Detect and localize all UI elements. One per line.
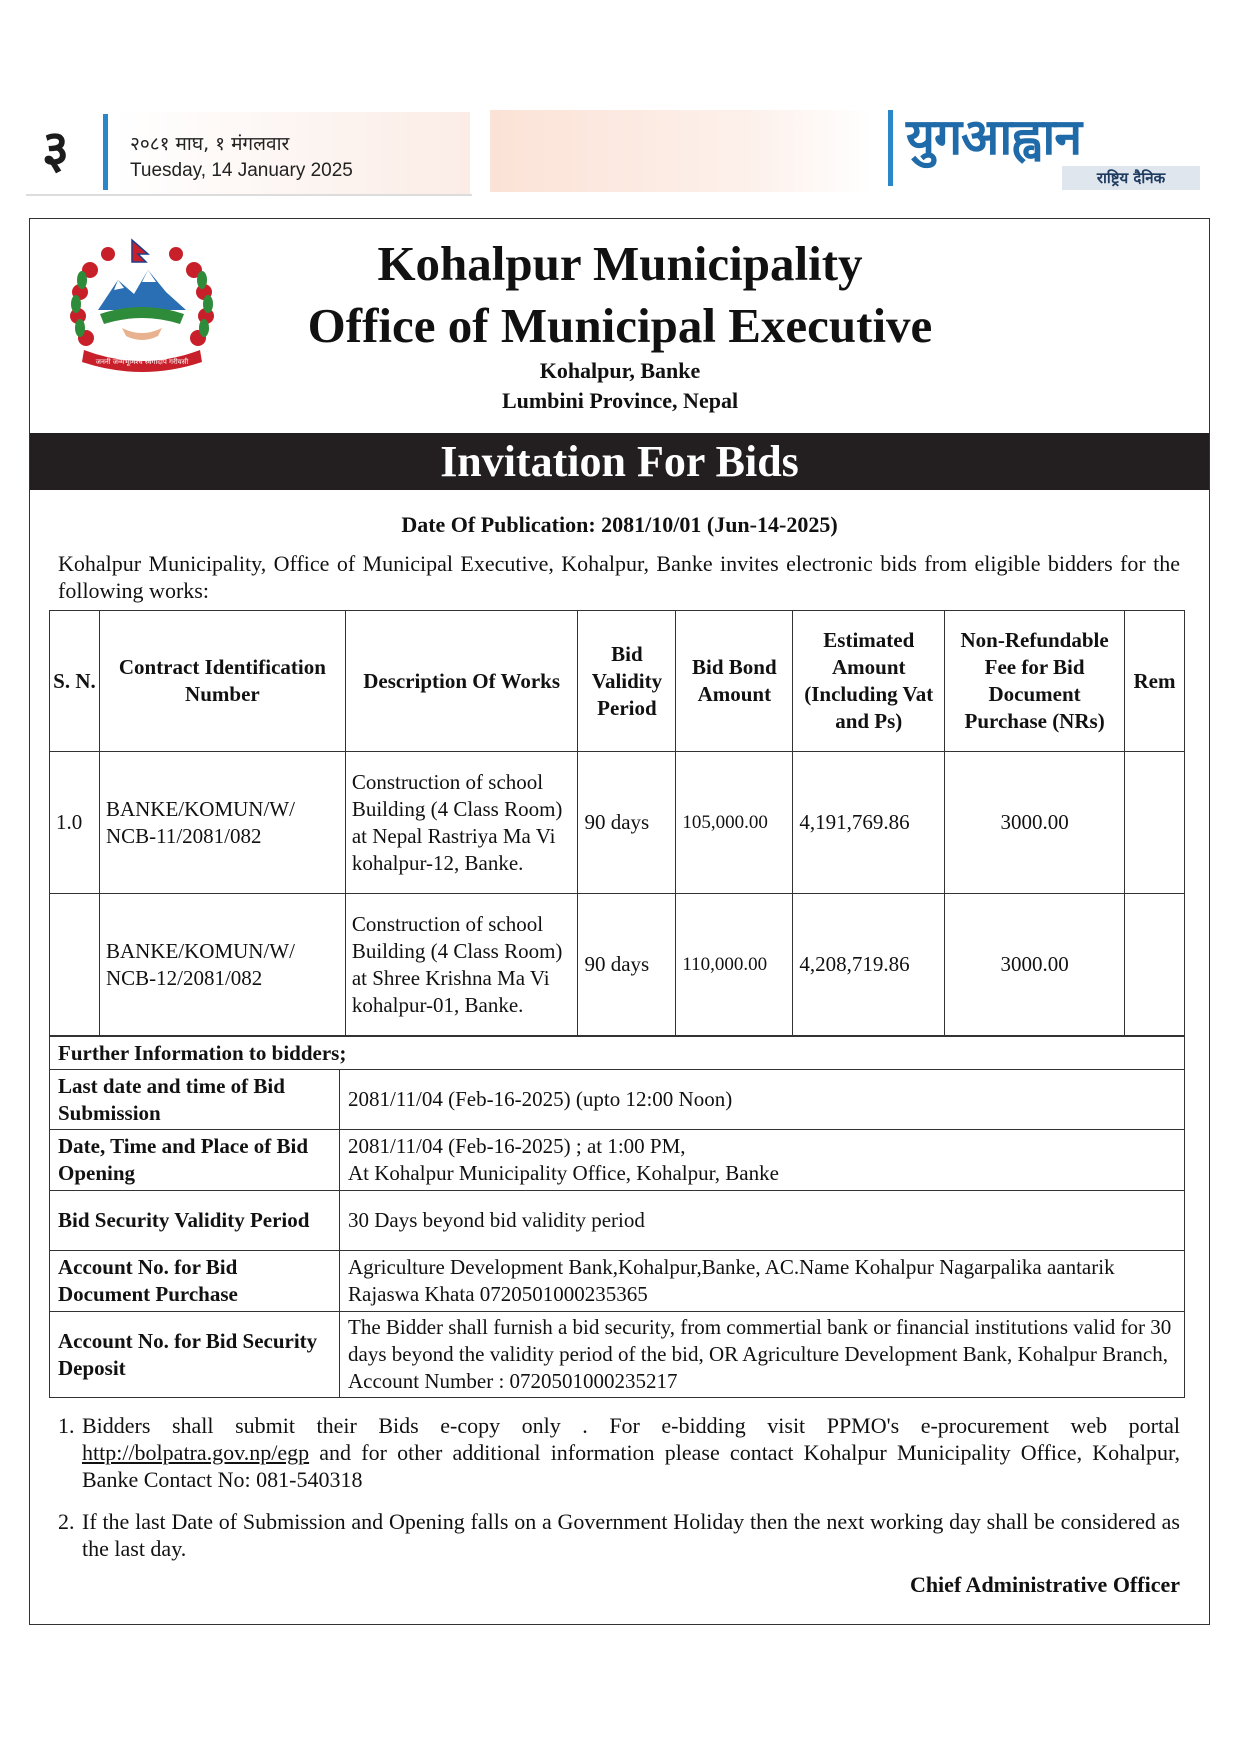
info-row xyxy=(50,1130,1185,1191)
notes-list xyxy=(58,1412,1180,1577)
cell-contract-id: BANKE/KOMUN/W/ NCB-12/2081/082 xyxy=(99,894,345,1036)
col-header-description: Description Of Works xyxy=(345,611,578,752)
info-label: Last date and time of Bid Submission xyxy=(50,1070,340,1130)
org-office: Office of Municipal Executive xyxy=(307,298,933,353)
nepal-emblem-icon xyxy=(62,236,222,374)
masthead-band xyxy=(490,110,872,192)
col-header-fee: Non-Refundable Fee for Bid Document Purchase (NRs) xyxy=(945,611,1125,752)
col-header-estimated: Estimated Amount (Including Vat and Ps) xyxy=(793,611,945,752)
further-info-heading: Further Information to bidders; xyxy=(50,1037,1185,1070)
table-header-row xyxy=(50,611,1185,752)
note-text-part: and for other additional information please contact Kohalpur Municipality Office, Kohalpur, Banke Contact No: 081-540318 xyxy=(82,1440,1180,1492)
cell-sn: 1.0 xyxy=(50,752,100,894)
emblem-motto: जननी जन्मभूमिश्च स्वर्गादपि गरीयसी xyxy=(95,358,189,366)
cell-fee: 3000.00 xyxy=(945,894,1125,1036)
info-label: Account No. for Bid Document Purchase xyxy=(50,1251,340,1312)
logo-divider xyxy=(888,110,893,186)
col-header-validity: Bid Validity Period xyxy=(578,611,676,752)
egp-portal-link[interactable]: http://bolpatra.gov.np/egp xyxy=(82,1440,310,1465)
note-item xyxy=(58,1412,1180,1493)
table-row xyxy=(50,752,1185,894)
intro-paragraph: Kohalpur Municipality, Office of Municipal Executive, Kohalpur, Banke invites electronic bids from eligible bidders for the following works: xyxy=(58,551,1180,603)
newspaper-tagline: राष्ट्रिय दैनिक xyxy=(1062,166,1200,190)
note-text: If the last Date of Submission and Opening falls on a Government Holiday then the next working day shall be considered as the last day. xyxy=(82,1509,1180,1561)
info-label: Date, Time and Place of Bid Opening xyxy=(50,1130,340,1191)
masthead-rule xyxy=(26,194,472,196)
cell-description: Construction of school Building (4 Class Room) at Nepal Rastriya Ma Vi kohalpur-12, Banke. xyxy=(345,752,578,894)
org-title: Kohalpur Municipality xyxy=(377,236,863,291)
cell-estimated: 4,208,719.86 xyxy=(793,894,945,1036)
cell-remarks xyxy=(1124,752,1184,894)
org-location: Kohalpur, Banke xyxy=(539,358,701,383)
signatory: Chief Administrative Officer xyxy=(909,1572,1180,1597)
further-info-table xyxy=(49,1036,1185,1398)
cell-fee: 3000.00 xyxy=(945,752,1125,894)
info-row xyxy=(50,1312,1185,1398)
cell-bid-bond: 110,000.00 xyxy=(676,894,793,1036)
note-number: 2. xyxy=(58,1509,75,1534)
notice-title: Invitation For Bids xyxy=(440,437,799,486)
cell-validity: 90 days xyxy=(578,894,676,1036)
col-header-bid-bond: Bid Bond Amount xyxy=(676,611,793,752)
opening-place: At Kohalpur Municipality Office, Kohalpur, Banke xyxy=(348,1161,779,1185)
info-row xyxy=(50,1191,1185,1251)
info-value: 30 Days beyond bid validity period xyxy=(340,1191,1185,1251)
cell-sn xyxy=(50,894,100,1036)
table-row xyxy=(50,894,1185,1036)
info-heading-row xyxy=(50,1037,1185,1070)
info-row xyxy=(50,1070,1185,1130)
note-text xyxy=(82,1412,1180,1493)
cell-contract-id: BANKE/KOMUN/W/ NCB-11/2081/082 xyxy=(99,752,345,894)
info-value: The Bidder shall furnish a bid security, from commertial bank or financial institutions valid for 30 days beyond the validity period of the bid, OR Agriculture Development Bank, Kohalpur Branch, Account Number : 0720501000235217 xyxy=(340,1312,1185,1398)
cell-validity: 90 days xyxy=(578,752,676,894)
col-header-remarks: Rem xyxy=(1124,611,1184,752)
opening-datetime: 2081/11/04 (Feb-16-2025) ; at 1:00 PM, xyxy=(348,1134,686,1158)
page-number: ३ xyxy=(42,120,70,180)
date-english: Tuesday, 14 January 2025 xyxy=(130,160,353,181)
note-number: 1. xyxy=(58,1413,75,1438)
cell-remarks xyxy=(1124,894,1184,1036)
newspaper-logo: युगआह्वान xyxy=(906,108,1082,166)
works-table xyxy=(49,610,1185,1036)
col-header-sn: S. N. xyxy=(50,611,100,752)
info-value: Agriculture Development Bank,Kohalpur,Banke, AC.Name Kohalpur Nagarpalika aantarik Rajaswa Khata 0720501000235365 xyxy=(340,1251,1185,1312)
info-label: Account No. for Bid Security Deposit xyxy=(50,1312,340,1398)
note-text-part: Bidders shall submit their Bids e-copy only . For e-bidding visit PPMO's e-procurement web portal xyxy=(82,1413,1180,1438)
cell-bid-bond: 105,000.00 xyxy=(676,752,793,894)
date-nepali: २०८१ माघ, १ मंगलवार xyxy=(130,133,290,155)
newspaper-masthead xyxy=(0,0,1240,200)
col-header-contract-id: Contract Identification Number xyxy=(99,611,345,752)
note-item xyxy=(58,1508,1180,1562)
org-province: Lumbini Province, Nepal xyxy=(501,388,739,413)
info-label: Bid Security Validity Period xyxy=(50,1191,340,1251)
info-row xyxy=(50,1251,1185,1312)
cell-estimated: 4,191,769.86 xyxy=(793,752,945,894)
info-value xyxy=(340,1130,1185,1191)
info-value: 2081/11/04 (Feb-16-2025) (upto 12:00 Noon) xyxy=(340,1070,1185,1130)
cell-description: Construction of school Building (4 Class Room) at Shree Krishna Ma Vi kohalpur-01, Banke. xyxy=(345,894,578,1036)
masthead-divider xyxy=(103,114,108,190)
publication-date: Date Of Publication: 2081/10/01 (Jun-14-2025) xyxy=(401,512,838,537)
